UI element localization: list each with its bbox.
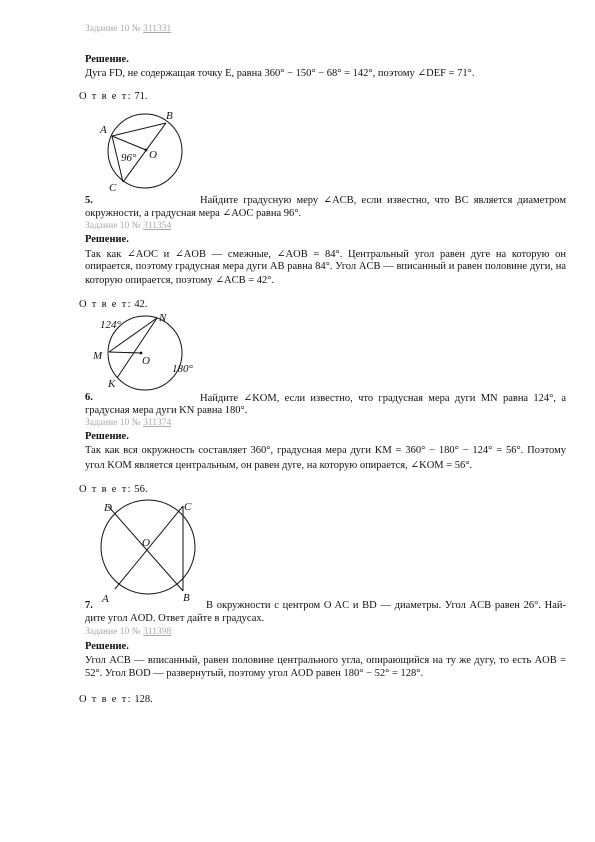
problem-number-5: 5. — [85, 195, 93, 206]
task-id-link[interactable]: 311354 — [143, 221, 172, 231]
problem-6-statement-line-2: градусная мера дуги KN равна 180°. — [85, 405, 248, 416]
answer-label: О т в е т: — [79, 484, 132, 495]
label-n: N — [159, 312, 167, 324]
label-b: B — [183, 592, 190, 604]
solution-text-line-2: угол KOM является центральным, он равен дуге, на которую опирается, ∠KOM = 56°. — [85, 460, 473, 471]
answer-label: О т в е т: — [79, 694, 132, 705]
task-header-311354 — [85, 221, 171, 231]
answer-line — [79, 91, 148, 102]
solution-label: Решение. — [85, 641, 129, 652]
label-k: K — [108, 378, 116, 390]
answer-line — [79, 694, 153, 705]
label-m: M — [93, 350, 103, 362]
answer-label: О т в е т: — [79, 91, 132, 102]
problem-5-statement-line-2: окружности, а градусная мера ∠AOC равна 96°. — [85, 208, 302, 219]
solution-text-line-1: Угол ACB — вписанный, равен половине центрального угла, опирающийся на ту же дугу, то есть AOB = — [85, 655, 566, 666]
problem-7-statement-line-2: дите угол AOD. Ответ дайте в градусах. — [85, 613, 265, 624]
label-angle-aoc: 96° — [121, 152, 137, 164]
task-header-311331 — [85, 24, 171, 34]
label-d: D — [104, 502, 112, 514]
label-arc-mn: 124° — [100, 319, 121, 331]
figure-problem-5 — [100, 110, 190, 195]
task-id-link[interactable]: 311331 — [143, 24, 172, 34]
answer-label: О т в е т: — [79, 299, 132, 310]
label-o: O — [142, 355, 150, 367]
answer-value: 71. — [134, 91, 148, 102]
task-header-311374 — [85, 418, 171, 428]
problem-6-statement-line-1: Найдите ∠KOM, если известно, что градусная мера дуги MN равна 124°, а — [200, 393, 566, 404]
solution-text-line-1: Дуга FD, не содержащая точку E, равна 360° − 150° − 68° = 142°, поэтому ∠DEF = 71°. — [85, 68, 475, 79]
solution-label: Решение. — [85, 54, 129, 65]
diameter-nk — [117, 318, 157, 378]
figure-problem-7 — [95, 498, 205, 608]
answer-line — [79, 299, 148, 310]
task-header-prefix: Задание 10 № — [85, 221, 144, 231]
center-point-o — [145, 149, 148, 152]
label-a: A — [100, 124, 107, 136]
figure-problem-6 — [90, 312, 210, 392]
solution-text-line-2: опирается, поэтому градусная мера дуги AB равна 84°. Угол ACB — вписанный и равен половине дуги, на — [85, 261, 566, 272]
label-b: B — [166, 110, 173, 122]
task-header-311398 — [85, 627, 171, 637]
label-o: O — [142, 537, 150, 549]
problem-number-6: 6. — [85, 392, 93, 403]
label-c: C — [109, 182, 117, 194]
task-header-prefix: Задание 10 № — [85, 24, 144, 34]
label-arc-kn: 180° — [172, 363, 193, 375]
answer-value: 56. — [134, 484, 148, 495]
problem-5-statement-line-1: Найдите градусную меру ∠ACB, если известно, что BC является диаметром — [200, 195, 566, 206]
center-point-o — [140, 352, 143, 355]
task-header-prefix: Задание 10 № — [85, 418, 144, 428]
task-id-link[interactable]: 311374 — [143, 418, 172, 428]
task-header-prefix: Задание 10 № — [85, 627, 144, 637]
segment-mo — [109, 352, 141, 353]
solution-text-line-3: которую опирается, поэтому ∠ACB = 42°. — [85, 275, 275, 286]
problem-7-statement-line-1: В окружности с центром O AC и BD — диаметры. Угол ACB равен 26°. Най- — [206, 600, 566, 611]
answer-value: 42. — [134, 299, 148, 310]
solution-text-line-2: 52°. Угол BOD — развернутый, поэтому угол AOD равен 180° − 52° = 128°. — [85, 668, 424, 679]
solution-label: Решение. — [85, 431, 129, 442]
label-c: C — [184, 501, 192, 513]
label-a: A — [102, 593, 109, 605]
solution-text-line-1: Так как вся окружность составляет 360°, градусная мера дуги KM = 360° − 180° − 124° = 56°. Поэтому — [85, 445, 566, 456]
answer-value: 128. — [134, 694, 153, 705]
segment-ao — [112, 136, 146, 150]
problem-number-7: 7. — [85, 600, 93, 611]
task-id-link[interactable]: 311398 — [143, 627, 172, 637]
solution-text-line-1: Так как ∠AOC и ∠AOB — смежные, ∠AOB = 84°. Центральный угол равен дуге на которую он — [85, 249, 566, 260]
answer-line — [79, 484, 148, 495]
solution-label: Решение. — [85, 234, 129, 245]
label-o: O — [149, 149, 157, 161]
